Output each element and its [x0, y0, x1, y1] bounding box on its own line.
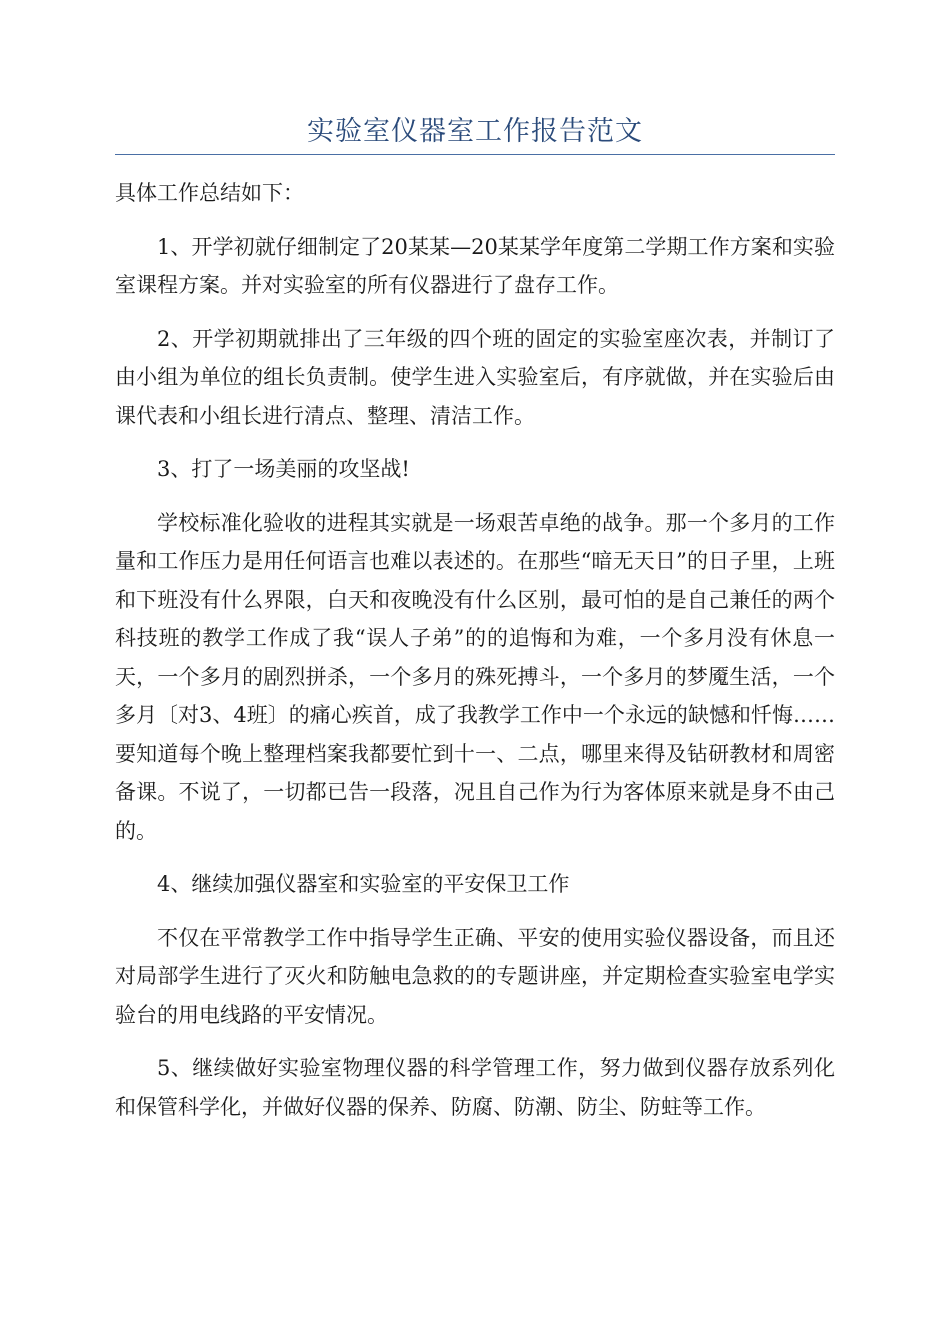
document-body: [115, 174, 835, 1141]
title-underline: [115, 154, 835, 155]
paragraph-item-2: 2、开学初期就排出了三年级的四个班的固定的实验室座次表，并制订了由小组为单位的组长负责制。使学生进入实验室后，有序就做，并在实验后由课代表和小组长进行清点、整理、清洁工作。: [115, 326, 835, 428]
document-title: 实验室仪器室工作报告范文: [307, 116, 643, 147]
paragraph-item-4-detail: 不仅在平常教学工作中指导学生正确、平安的使用实验仪器设备，而且还对局部学生进行了灭火和防触电急救的的专题讲座，并定期检查实验室电学实验台的用电线路的平安情况。: [115, 925, 835, 1027]
paragraph-item-1: 1、开学初就仔细制定了20某某—20某某学年度第二学期工作方案和实验室课程方案。并对实验室的所有仪器进行了盘存工作。: [115, 234, 835, 297]
paragraph-item-3: 3、打了一场美丽的攻坚战!: [157, 457, 410, 481]
paragraph-intro: 具体工作总结如下：: [115, 181, 304, 205]
paragraph-item-4: 4、继续加强仪器室和实验室的平安保卫工作: [157, 872, 570, 896]
paragraph-item-5: 5、继续做好实验室物理仪器的科学管理工作，努力做到仪器存放系列化和保管科学化，并做好仪器的保养、防腐、防潮、防尘、防蛀等工作。: [115, 1056, 835, 1119]
paragraph-item-3-detail: 学校标准化验收的进程其实就是一场艰苦卓绝的战争。那一个多月的工作量和工作压力是用任何语言也难以表述的。在那些“暗无天日”的日子里，上班和下班没有什么界限，白天和夜晚没有什么区别，最可怕的是自己兼任的两个科技班的教学工作成了我“误人子弟”的的追悔和为难，一个多月没有休息一天，一个多月的剧烈拼杀，一个多月的殊死搏斗，一个多月的梦魇生活，一个多月〔对3、4班〕的痛心疾首，成了我教学工作中一个永远的缺憾和忏悔……要知道每个晚上整理档案我都要忙到十一、二点，哪里来得及钻研教材和周密备课。不说了，一切都已告一段落，况且自己作为行为客体原来就是身不由己的。: [115, 510, 835, 843]
